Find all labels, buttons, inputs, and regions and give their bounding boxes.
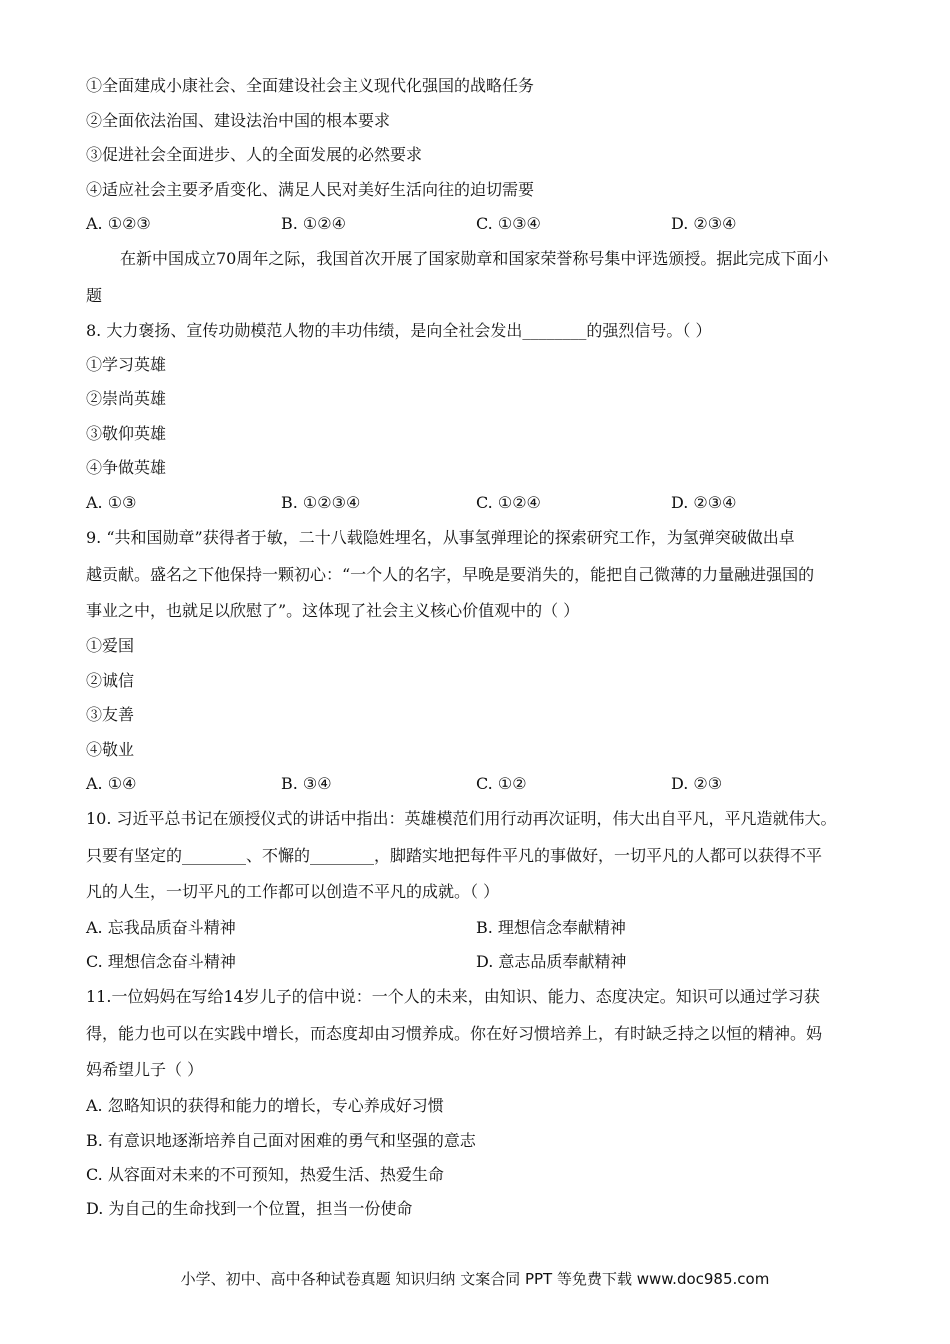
q9-option-d: D. ②③ [671,774,723,793]
q11-stem-line-2: 得，能力也可以在实践中增长，而态度却由习惯养成。你在好习惯培养上，有时缺乏持之以恒的精神。妈 [86,1024,823,1043]
q7-options [86,213,886,235]
q8-item-2: ②崇尚英雄 [86,389,167,408]
q7-option-d: D. ②③④ [671,214,737,233]
q8-item-3: ③敬仰英雄 [86,424,167,443]
q10-option-b: B. 理想信念奉献精神 [476,918,626,937]
q10-stem-line-3: 凡的人生，一切平凡的工作都可以创造不平凡的成就。（ ） [86,882,500,901]
q11-option-a: A. 忽略知识的获得和能力的增长，专心养成好习惯 [86,1096,444,1115]
q9-option-b: B. ③④ [281,774,332,793]
q10-options-row-2 [86,951,886,973]
q10-option-a: A. 忘我品质奋斗精神 [86,918,236,937]
q7-item-4: ④适应社会主要矛盾变化、满足人民对美好生活向往的迫切需要 [86,180,535,199]
q11-stem-line-1: 11.一位妈妈在写给14岁儿子的信中说：一个人的未来，由知识、能力、态度决定。知识可以通过学习获 [86,987,820,1006]
q9-stem-line-1: 9. “共和国勋章”获得者于敏，二十八载隐姓埋名，从事氢弹理论的探索研究工作，为氢弹突破做出卓 [86,528,795,547]
intro-line-1: 在新中国成立70周年之际，我国首次开展了国家勋章和国家荣誉称号集中评选颁授。据此完成下面小 [120,249,829,268]
q9-options [86,773,886,795]
q7-option-b: B. ①②④ [281,214,346,233]
q9-option-c: C. ①② [476,774,527,793]
q9-option-a: A. ①④ [86,774,137,793]
q8-item-4: ④争做英雄 [86,458,167,477]
q8-stem: 8. 大力褒扬、宣传功勋模范人物的丰功伟绩，是向全社会发出________的强烈信号。（ ） [86,321,712,340]
q7-item-1: ①全面建成小康社会、全面建设社会主义现代化强国的战略任务 [86,76,535,95]
q8-options [86,492,886,514]
q10-option-d: D. 意志品质奉献精神 [476,952,627,971]
q11-option-b: B. 有意识地逐渐培养自己面对困难的勇气和坚强的意志 [86,1131,476,1150]
q7-item-3: ③促进社会全面进步、人的全面发展的必然要求 [86,145,423,164]
q11-option-d: D. 为自己的生命找到一个位置，担当一份使命 [86,1199,413,1218]
q8-option-b: B. ①②③④ [281,493,361,512]
q10-stem-line-2: 只要有坚定的________、不懈的________，脚踏实地把每件平凡的事做好，一切平凡的人都可以获得不平 [86,846,823,865]
q7-option-a: A. ①②③ [86,214,151,233]
q7-item-2: ②全面依法治国、建设法治中国的根本要求 [86,111,391,130]
q7-option-c: C. ①③④ [476,214,541,233]
q10-option-c: C. 理想信念奋斗精神 [86,952,236,971]
q9-item-2: ②诚信 [86,671,135,690]
q9-item-3: ③友善 [86,705,135,724]
q8-option-c: C. ①②④ [476,493,541,512]
q9-stem-line-3: 事业之中，也就足以欣慰了”。这体现了社会主义核心价值观中的（ ） [86,601,580,620]
intro-line-2: 题 [86,286,103,305]
footer-ad-text: 小学、初中、高中各种试卷真题 知识归纳 文案合同 PPT 等免费下载 www.doc985.com [180,1270,770,1288]
q11-option-c: C. 从容面对未来的不可预知，热爱生活、热爱生命 [86,1165,444,1184]
q8-item-1: ①学习英雄 [86,355,167,374]
q10-options-row-1 [86,917,886,939]
q9-item-1: ①爱国 [86,636,135,655]
q8-option-a: A. ①③ [86,493,137,512]
q9-item-4: ④敬业 [86,740,135,759]
q10-stem-line-1: 10. 习近平总书记在颁授仪式的讲话中指出：英雄模范们用行动再次证明，伟大出自平凡，平凡造就伟大。 [86,809,837,828]
q9-stem-line-2: 越贡献。盛名之下他保持一颗初心：“一个人的名字，早晚是要消失的，能把自己微薄的力量融进强国的 [86,565,815,584]
q8-option-d: D. ②③④ [671,493,737,512]
q11-stem-line-3: 妈希望儿子（ ） [86,1060,204,1079]
